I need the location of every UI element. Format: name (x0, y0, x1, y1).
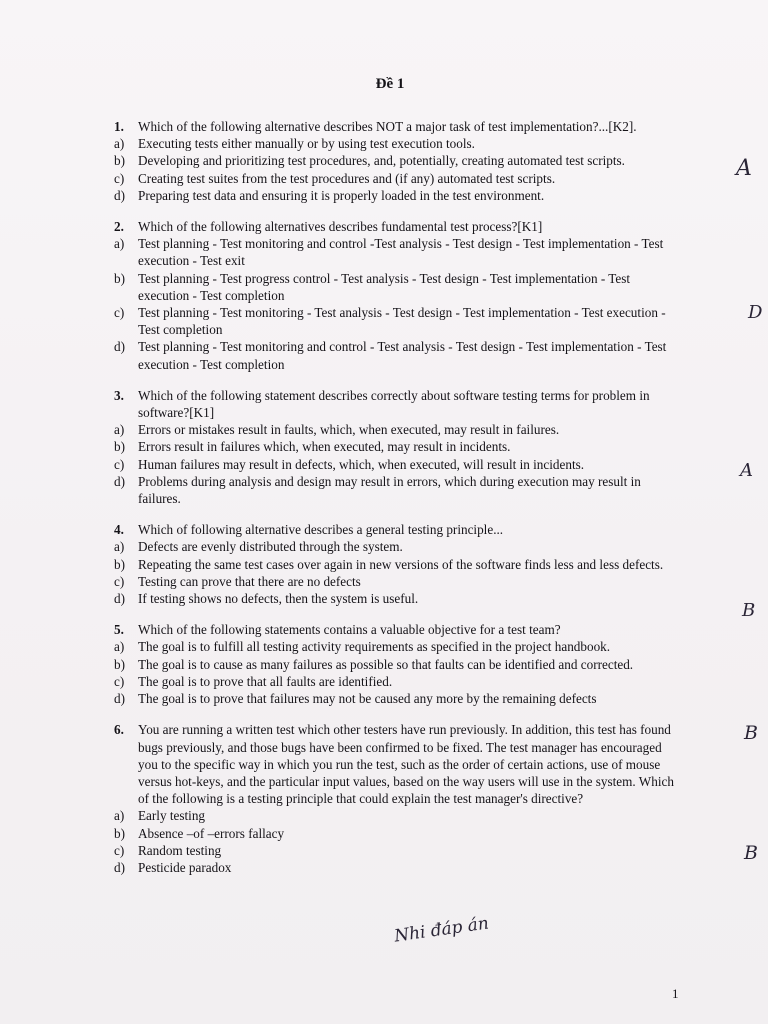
question-text: Which of the following statement describes correctly about software testing terms for problem in software?[K1] (138, 387, 650, 421)
option-label: b) (114, 825, 125, 841)
option-text: Test planning - Test progress control - Test analysis - Test design - Test implementation - Test execution - Test completion (138, 270, 631, 303)
option-c (114, 673, 674, 690)
option-text: Repeating the same test cases over again in new versions of the software finds less and less defects. (138, 556, 664, 572)
option-a (114, 538, 674, 555)
option-text: Creating test suites from the test procedures and (if any) automated test scripts. (138, 170, 556, 186)
option-d (114, 690, 674, 707)
handwritten-answer-2: D (748, 302, 763, 323)
option-c (114, 170, 674, 187)
option-text: Absence –of –errors fallacy (138, 825, 285, 841)
question-4 (114, 521, 674, 607)
option-text: The goal is to cause as many failures as possible so that faults can be identified and corrected. (138, 656, 634, 672)
option-label: c) (114, 305, 125, 321)
question-text: Which of the following alternatives describes fundamental test process?[K1] (138, 219, 543, 235)
option-b (114, 438, 674, 455)
option-a (114, 235, 674, 269)
question-text: Which of following alternative describes a general testing principle... (138, 522, 504, 538)
option-d (114, 859, 674, 876)
option-label: c) (114, 170, 125, 186)
option-a (114, 135, 674, 152)
option-d (114, 338, 674, 372)
option-b (114, 656, 674, 673)
option-label: c) (114, 842, 125, 858)
question-3 (114, 387, 674, 507)
option-label: d) (114, 473, 125, 489)
option-label: a) (114, 422, 125, 438)
option-text: Executing tests either manually or by using test execution tools. (138, 136, 475, 152)
option-c (114, 456, 674, 473)
option-text: Early testing (138, 808, 206, 824)
option-c (114, 573, 674, 590)
page-title: Đề 1 (375, 76, 405, 92)
option-label: c) (114, 573, 125, 589)
option-text: The goal is to fulfill all testing activity requirements as specified in the project handbook. (138, 639, 611, 655)
question-number: 3. (114, 387, 124, 403)
option-label: d) (114, 691, 125, 707)
question-number: 4. (114, 522, 124, 538)
option-text: Test planning - Test monitoring and control - Test analysis - Test design - Test implementation - Test execution - Test completion (138, 339, 667, 372)
question-number: 2. (114, 219, 124, 235)
option-text: Testing can prove that there are no defects (138, 573, 361, 589)
option-text: The goal is to prove that failures may not be caused any more by the remaining defects (138, 691, 597, 707)
option-text: Test planning - Test monitoring and control -Test analysis - Test design - Test implementation - Test execution - Test exit (138, 236, 664, 269)
question-5 (114, 621, 674, 707)
option-label: b) (114, 153, 125, 169)
question-number: 5. (114, 622, 124, 638)
option-b (114, 556, 674, 573)
handwritten-answer-1: A (736, 156, 752, 181)
option-c (114, 304, 674, 338)
option-label: c) (114, 456, 125, 472)
option-text: Test planning - Test monitoring - Test analysis - Test design - Test implementation - Test execution - Test completion (138, 305, 666, 338)
question-number: 6. (114, 722, 124, 738)
question-1 (114, 118, 674, 204)
option-c (114, 842, 674, 859)
option-d (114, 187, 674, 204)
option-label: b) (114, 439, 125, 455)
option-b (114, 152, 674, 169)
handwritten-answer-6: B (744, 842, 758, 864)
option-text: Problems during analysis and design may result in errors, which during execution may result in failures. (138, 473, 641, 507)
option-label: b) (114, 270, 125, 286)
option-label: b) (114, 656, 125, 672)
option-text: The goal is to prove that all faults are identified. (138, 673, 393, 689)
option-a (114, 638, 674, 655)
option-a (114, 421, 674, 438)
option-a (114, 807, 674, 824)
option-label: a) (114, 808, 125, 824)
question-text: Which of the following alternative describes NOT a major task of test implementation?...[K2]. (138, 119, 637, 134)
option-label: a) (114, 236, 125, 252)
option-label: a) (114, 136, 125, 152)
handwritten-note: Nhi đáp án (393, 913, 490, 947)
handwritten-answer-4: B (742, 600, 756, 621)
option-text: Errors result in failures which, when executed, may result in incidents. (138, 439, 511, 455)
question-list (114, 118, 674, 890)
option-text: Defects are evenly distributed through the system. (138, 539, 403, 555)
handwritten-answer-5: B (744, 722, 758, 744)
option-text: Pesticide paradox (138, 859, 232, 875)
question-6 (114, 721, 674, 876)
option-label: a) (114, 639, 125, 655)
option-label: b) (114, 556, 125, 572)
option-b (114, 270, 674, 304)
option-label: d) (114, 339, 125, 355)
question-text: Which of the following statements contains a valuable objective for a test team? (138, 622, 561, 638)
option-d (114, 590, 674, 607)
page-number: 1 (672, 986, 679, 1001)
option-text: Random testing (138, 842, 222, 858)
handwritten-answer-3: A (740, 460, 753, 481)
option-text: Preparing test data and ensuring it is properly loaded in the test environment. (138, 187, 545, 203)
option-text: If testing shows no defects, then the system is useful. (138, 591, 419, 607)
option-b (114, 825, 674, 842)
option-label: c) (114, 673, 125, 689)
option-text: Errors or mistakes result in faults, which, when executed, may result in failures. (138, 422, 560, 438)
question-2 (114, 218, 674, 373)
option-label: d) (114, 859, 125, 875)
question-text: You are running a written test which other testers have run previously. In addition, this test has found bugs previously, and those bugs have been confirmed to be fixed. The test manager has encouraged you to the specific way in which you run the test, such as the order of certain actions, use of mouse versus hot-keys, and the particular input values, based on the way users will use in the system. Which of the following is a testing principle that could explain the test manager's directive? (138, 722, 674, 807)
option-label: d) (114, 187, 125, 203)
option-text: Developing and prioritizing test procedures, and, potentially, creating automated test scripts. (138, 153, 625, 169)
option-label: d) (114, 591, 125, 607)
question-number: 1. (114, 119, 124, 134)
option-d (114, 473, 674, 507)
option-label: a) (114, 539, 125, 555)
option-text: Human failures may result in defects, which, when executed, will result in incidents. (138, 456, 585, 472)
